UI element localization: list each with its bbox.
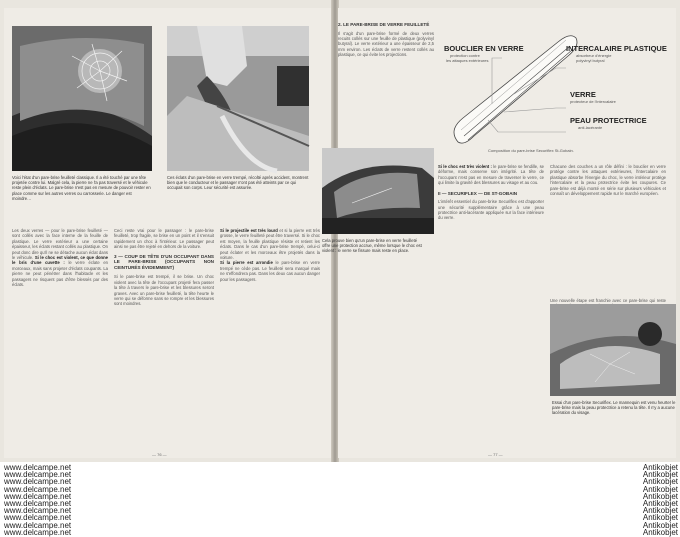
diagram-label-1-sub1: protection contre — [450, 53, 480, 58]
watermark-right-line: Antikobjet — [642, 477, 678, 487]
watermark-right-line: Antikobjet — [642, 470, 678, 480]
right-column-right — [550, 164, 666, 294]
car-windshield-image — [322, 148, 434, 234]
section-heading: 2. LE PARE-BRISE DE VERRE FEUILLETÉ — [338, 22, 430, 27]
diagram-label-3-title: VERRE — [570, 90, 596, 99]
left-column-2 — [114, 228, 214, 450]
photo4-caption: Essai d'un pare-brise Securiflex. Le mannequin est venu heurter le pare-brise mais la peau protectrice a retenu la tête. Il n'y a aucune lacération du visage. — [552, 400, 676, 416]
right-column-top — [338, 22, 434, 154]
diagram-drawing — [438, 20, 670, 160]
watermark-left-line: www.delcampe.net — [4, 513, 72, 523]
windshield-removal-image — [167, 26, 309, 171]
cracked-windshield-image — [12, 26, 152, 171]
diagram-label-2-title: INTERCALAIRE PLASTIQUE — [566, 44, 667, 53]
diagram-label-4-sub1: anti-lacérante — [578, 125, 603, 130]
col5-paragraph-2: Ce pare-brise est déjà monté en série sur plusieurs véhicules et connaît un développement rapide sur le marché européen. — [550, 180, 666, 197]
watermark-right-line: Antikobjet — [642, 520, 678, 530]
col6-paragraph: Une nouvelle étape est franchie avec ce pare-brise qui reste — [550, 298, 666, 303]
section-paragraph: Il s'agit d'un pare-brise formé de deux verres recuits collés sur une feuille de plastique (polyvinyl butyral). Le verre extérieur a une épaisseur de 2,5 mm environ. Les éclats de verre restent collés au plastique, ce qui évite les projections. — [338, 30, 434, 58]
col2-paragraph: Ceci reste vrai pour le passager : le pare-brise feuilleté, trop fragile, se brise en un point et il s'ensuit rapidement un choc à l'intérieur. Le passager peut ainsi ne pas être rejeté en dehors de la voiture. — [114, 228, 214, 250]
watermark-left-line: www.delcampe.net — [4, 463, 72, 472]
diagram-label-3-sub1: protecteur de l'intercalaire — [570, 99, 616, 104]
photo-cracked-windshield — [12, 26, 152, 171]
diagram-label-2-sub2: polyvinyl butyral — [576, 58, 605, 63]
left-folio: — 76 — — [152, 452, 167, 457]
windshield-layers-diagram — [438, 20, 670, 160]
photo-car-windshield — [322, 148, 434, 234]
col4-paragraph: le pare-brise se fendille, se déforme, mais conserve son intégrité. La tête de l'occupant n'est pas en mesure de traverser le verre, ce qui limite la gravité des blessures au visage et au cou. — [438, 164, 545, 186]
diagram-label-2-sub1: absorbeur d'énergie — [576, 53, 612, 58]
col5-paragraph: Chacune des couches a un rôle défini : le bouclier en verre protège contre les attaques extérieures, l'intercalaire en plastique absorbe l'énergie du choc, le verre intérieur protège l'intercalaire et la peau protectrice évite les coupures. — [550, 164, 666, 186]
diagram-label-1-sub2: les attaques extérieures — [446, 58, 489, 63]
watermark-left-line: www.delcampe.net — [4, 484, 72, 494]
col3-paragraph: et si la pierre est très grosse, le verre feuilleté peut être traversé. Si le choc est moyen, la feuille plastique résiste et retient les éclats. Dans le cas d'un pare-brise trempé, celui-ci peut éclater et les morceaux être projetés dans la voiture. — [220, 228, 320, 261]
photo1-caption: Voici l'état d'un pare-brise feuilleté classique. Il a été touché par une tête projetée contre lui. Malgré cela, la pierre ne l'a pas traversé et le véhicule reste plein d'éclats. Le pare-brise n'est pas en mesure de pouvoir rester en place comme sur les autres verres ou carrosserie. Le danger est moindre… — [12, 175, 151, 201]
col2-heading: 3 — COUP DE TÊTE D'UN OCCUPANT DANS LE PARE-BRISE (OCCUPANTS NON CEINTURÉS ÉVIDEMMENT) — [114, 253, 214, 270]
col1-paragraph: Les deux verres — pour le pare-brise feuilleté — sont collés avec la face interne de la feuille de plastique. Le verre extérieur a une certaine épaisseur, les éclats restant collés au plastique. On peut donc dire qu'il ne se détache aucun éclat dans le véhicule. — [12, 228, 108, 261]
watermark-right — [620, 464, 678, 536]
watermark-left-line: www.delcampe.net — [4, 498, 72, 508]
diagram-label-4-title: PEAU PROTECTRICE — [570, 116, 647, 125]
left-column-3 — [220, 228, 320, 450]
watermark-right-line: Antikobjet — [642, 498, 678, 508]
diagram-label-1-title: BOUCLIER EN VERRE — [444, 44, 524, 53]
col4-paragraph-2: L'intérêt essentiel du pare-brise Securiflex est d'apporter une sécurité supplémentaire grâce à une peau protectrice anti-lacérante appliquée sur la face intérieure du verre. — [438, 199, 544, 221]
watermark-right-line: Antikobjet — [642, 491, 678, 501]
watermark-right-line: Antikobjet — [642, 463, 678, 472]
col3-bold: Si la pierre est arrondie — [220, 260, 273, 266]
watermark-right-line: Antikobjet — [642, 484, 678, 494]
col3-paragraph-2: le pare-brise en verre trempé ne cède pas. Le feuilleté sera marqué mais ne s'effondrera pas. Dans les deux cas aucun danger pour les passagers. — [220, 260, 320, 282]
watermark-right-line: Antikobjet — [642, 527, 678, 537]
right-folio: — 77 — — [488, 452, 503, 457]
watermark-right-line: Antikobjet — [642, 506, 678, 516]
watermark-right-line: Antikobjet — [642, 513, 678, 523]
left-page — [4, 8, 332, 458]
col4-bold: Si le choc est très violent : — [438, 164, 492, 169]
crash-test-image — [550, 304, 676, 396]
watermark-left-line: www.delcampe.net — [4, 506, 72, 516]
right-page — [322, 8, 676, 458]
watermark-left-line: www.delcampe.net — [4, 477, 72, 487]
watermark-left-line: www.delcampe.net — [4, 527, 72, 537]
col3-heading: Si le projectile est très lourd — [220, 228, 278, 233]
watermark-left — [4, 464, 124, 536]
photo2-caption: Ces éclats d'un pare-brise en verre trempé, récolté après accident, montrent bien que le conducteur et le passager n'ont pas été atteints par ce qui occupait son corps. Leur sécurité est assurée. — [167, 175, 309, 191]
col2-paragraph-2: Si le pare-brise est trempé, il se brise. Un choc violent avec la tête de l'occupant projeté fera passer la tête à travers le pare-brise et les blessures seront graves. Avec un pare-brise feuilleté, la tête heurte le verre qui se déforme sans se rompre et les blessures sont moindres. — [114, 274, 214, 307]
diagram-caption: Composition du pare-brise Securiflex St-Gobain. — [488, 148, 574, 153]
watermark-left-line: www.delcampe.net — [4, 520, 72, 530]
left-column-1 — [12, 228, 108, 450]
col1-bold: Si le choc est violent, ce que donne le bris d'une cuvette : — [12, 255, 108, 266]
photo3-caption: Cela prouve bien qu'un pare-brise en verre feuilleté offre une protection accrue, même lorsque le choc est violent : le verre se fissure mais reste en place. — [322, 238, 422, 254]
watermark-left-line: www.delcampe.net — [4, 470, 72, 480]
right-column-middle — [438, 164, 544, 450]
photo-crash-test — [550, 304, 676, 396]
col1-paragraph-2: le verre éclate en morceaux, mais sans projeter d'éclats coupants. La pierre ne peut pénétrer dans l'habitacle et les passagers ne risquent pas d'être blessés par des éclats. — [12, 260, 108, 288]
photo-windshield-removal — [167, 26, 309, 171]
col4-heading: II — SECURIFLEX — DE ST-GOBAIN — [438, 190, 518, 196]
watermark-left-line: www.delcampe.net — [4, 491, 72, 501]
